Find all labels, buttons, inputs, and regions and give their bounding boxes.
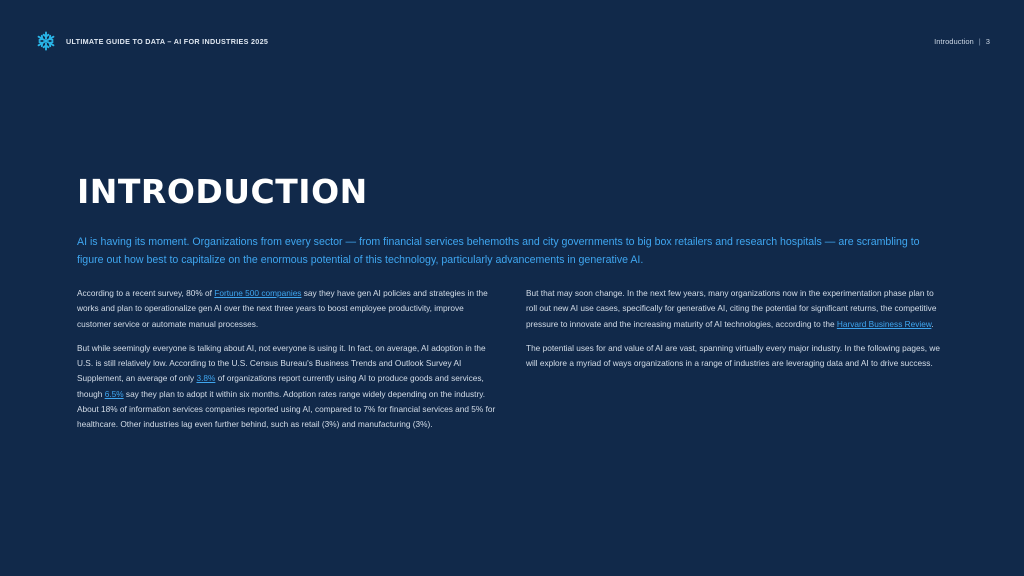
paragraph (77, 286, 497, 332)
paragraph (77, 341, 497, 433)
paragraph (526, 341, 946, 372)
text-span: say they have gen AI policies and strategies in the works and plan to operationalize gen AI over the next three years to boost employee productivity, improve customer service or automate manual processes. (77, 288, 488, 329)
text-span: But that may soon change. In the next few years, many organizations now in the experimentation phase plan to roll out new AI use cases, specifically for generative AI, citing the potential for significant returns, the competitive pressure to innovate and the increasing maturity of AI technologies, according to the (526, 288, 937, 329)
text-span: According to a recent survey, 80% of (77, 288, 215, 298)
right-column (526, 286, 946, 380)
text-span: . (931, 318, 934, 329)
snowflake-icon (36, 31, 56, 51)
lead-paragraph: AI is having its moment. Organizations from every sector — from financial services behemoths and city governments to big box retailers and research hospitals — are scrambling to figure out how best to capitalize on the enormous potential of this technology, particularly advancements in generative AI. (77, 236, 920, 266)
harvard-business-review-link[interactable]: Harvard Business Review (836, 318, 932, 329)
page-title: INTRODUCTION (77, 172, 368, 211)
page-header (36, 30, 990, 52)
stat-link-6-5[interactable]: 6.5% (104, 388, 124, 399)
brand (36, 31, 268, 51)
paragraph (526, 286, 946, 332)
stat-link-3-8[interactable]: 3.8% (196, 373, 216, 384)
fortune-500-link[interactable]: Fortune 500 companies (214, 288, 302, 298)
page-number: 3 (985, 36, 990, 46)
page-reference (934, 37, 990, 46)
text-span: The potential uses for and value of AI are vast, spanning virtually every major industry. In the following pages, we will explore a myriad of ways organizations in a range of industries are leveraging data and AI to drive success. (526, 342, 940, 369)
separator: | (978, 36, 981, 46)
left-column (77, 286, 497, 442)
text-span: of organizations report currently using AI to produce goods and services, though (77, 373, 484, 399)
text-span: But while seemingly everyone is talking about AI, not everyone is using it. In fact, on average, AI adoption in the U.S. is still relatively low. According to the U.S. Census Bureau's Business Trends and Outlook Survey AI Supplement, an average of only (77, 342, 486, 384)
section-label: Introduction (934, 36, 974, 46)
text-span: say they plan to adopt it within six months. Adoption rates range widely depending on the industry. About 18% of information services companies reported using AI, compared to 7% for financial services and 5% for healthcare. Other industries lag even further behind, such as retail (3%) and manufacturing (3%). (77, 388, 496, 430)
document-title: ULTIMATE GUIDE TO DATA – AI FOR INDUSTRIES 2025 (66, 36, 269, 46)
